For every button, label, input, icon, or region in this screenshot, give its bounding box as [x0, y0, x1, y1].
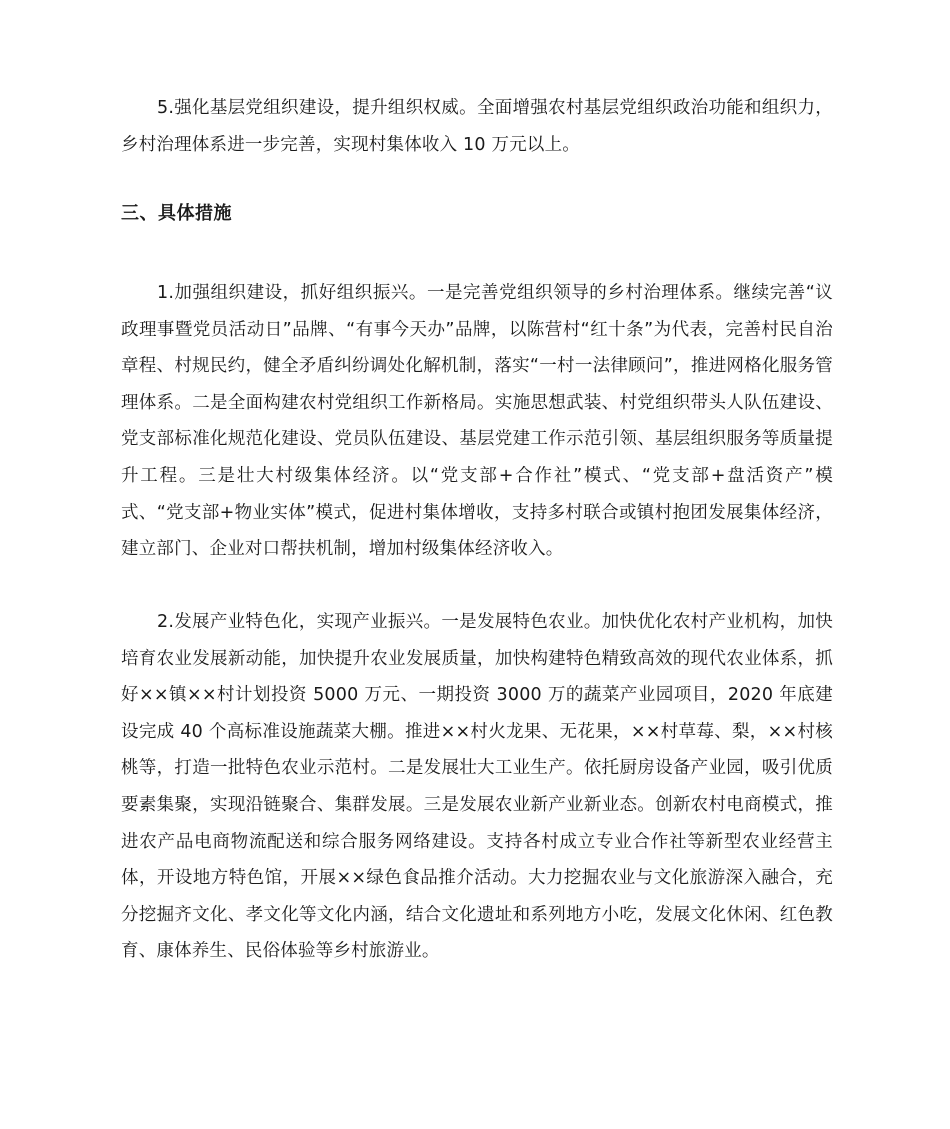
paragraph-measure-2: 2.发展产业特色化，实现产业振兴。一是发展特色农业。加快优化农村产业机构，加快培育农业发展新动能，加快提升农业发展质量，加快构建特色精致高效的现代农业体系，抓好××镇××村计划投资 5000 万元、一期投资 3000 万的蔬菜产业园项目，2020 年底建设完成 40 个高标准设施蔬菜大棚。推进××村火龙果、无花果，××村草莓、梨，××村核桃等，打造一批特色农业示范村。二是发展壮大工业生产。依托厨房设备产业园，吸引优质要素集聚，实现沿链聚合、集群发展。三是发展农业新产业新业态。创新农村电商模式，推进农产品电商物流配送和综合服务网络建设。支持各村成立专业合作社等新型农业经营主体，开设地方特色馆，开展××绿色食品推介活动。大力挖掘农业与文化旅游深入融合，充分挖掘齐文化、孝文化等文化内涵，结合文化遗址和系列地方小吃，发展文化休闲、红色教育、康体养生、民俗体验等乡村旅游业。	[121, 612, 833, 962]
paragraph-measure-1: 1.加强组织建设，抓好组织振兴。一是完善党组织领导的乡村治理体系。继续完善“议政理事暨党员活动日”品牌、“有事今天办”品牌，以陈营村“红十条”为代表，完善村民自治章程、村规民约，健全矛盾纠纷调处化解机制，落实“一村一法律顾问”，推进网格化服务管理体系。二是全面构建农村党组织工作新格局。实施思想武装、村党组织带头人队伍建设、党支部标准化规范化建设、党员队伍建设、基层党建工作示范引领、基层组织服务等质量提升工程。三是壮大村级集体经济。以“党支部+合作社”模式、“党支部+盘活资产”模式、“党支部+物业实体”模式，促进村集体增收，支持多村联合或镇村抱团发展集体经济，建立部门、企业对口帮扶机制，增加村级集体经济收入。	[121, 283, 833, 560]
section-heading-specific-measures: 三、具体措施	[121, 203, 232, 224]
paragraph-goal-5: 5.强化基层党组织建设，提升组织权威。全面增强农村基层党组织政治功能和组织力，乡村治理体系进一步完善，实现村集体收入 10 万元以上。	[121, 98, 833, 155]
